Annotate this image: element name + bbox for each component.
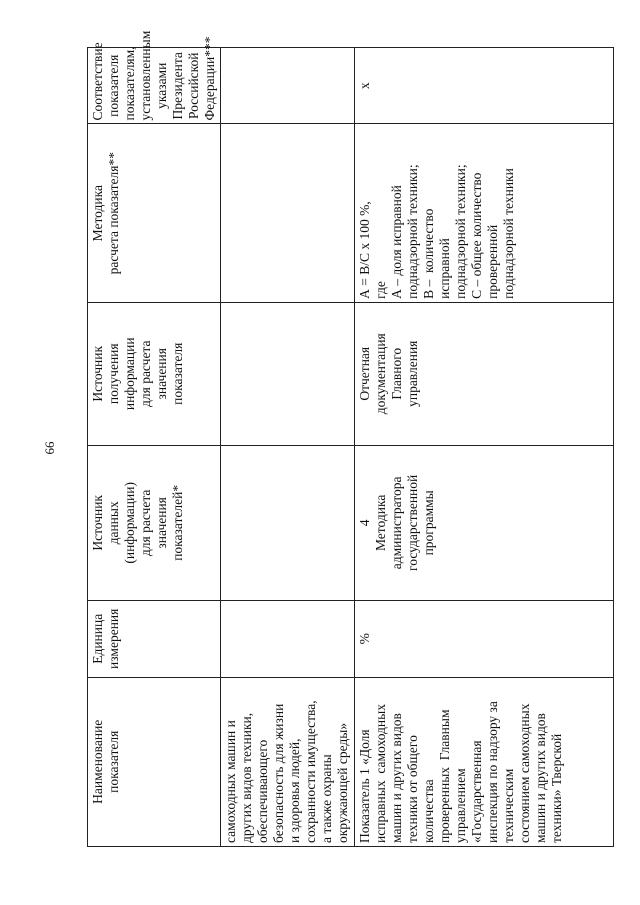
header-method (88, 124, 221, 302)
text-line: расчета показателя** (106, 152, 121, 275)
text-line: самоходных машин и (223, 720, 238, 843)
row1-data-source (221, 445, 355, 600)
text-line: управлением (453, 768, 468, 843)
text-line: 4 (357, 519, 372, 527)
text-line: состоянием самоходных (517, 703, 532, 843)
row2-compliance: х (355, 48, 614, 125)
text-line: (информации) (122, 482, 137, 564)
text-line: исправных самоходных (373, 704, 388, 843)
rotated-table-container (87, 30, 614, 847)
row1-method (221, 124, 355, 302)
table-row (355, 48, 614, 847)
row1-compliance (221, 48, 355, 125)
text-line: установленным (138, 30, 153, 121)
row2-name (355, 677, 614, 846)
text-line: Источник (90, 345, 105, 402)
text-line: машин и других видов (389, 713, 404, 843)
text-line: измерения (106, 608, 121, 669)
text-line: и здоровья людей, (287, 738, 302, 843)
text-line: Показатель 1 «Доля (357, 729, 372, 843)
text-line: других видов техники, (239, 712, 254, 843)
text-line: Методика (373, 494, 388, 552)
text-line: техническим (501, 768, 516, 843)
page-number: 66 (42, 441, 57, 455)
row1-info-source (221, 302, 355, 445)
header-row (88, 48, 221, 847)
text-line: В – количество (421, 208, 436, 299)
text-line: поднадзорной техники (501, 168, 516, 299)
text-line: Наименование (90, 719, 105, 804)
text-line: машин и других видов (533, 713, 548, 843)
text-line: показателей* (170, 484, 185, 561)
text-line: поднадзорной техники; (453, 164, 468, 299)
text-line: поднадзорной техники; (405, 164, 420, 299)
text-line: где (373, 281, 388, 299)
text-line: «Государственная (469, 740, 484, 843)
text-line: Методика (90, 185, 105, 242)
text-line: данных (106, 501, 121, 545)
text-line: информации (122, 337, 137, 411)
text-line: техники от общего (405, 735, 420, 843)
text-line: окружающей среды» (335, 722, 350, 843)
row1-unit (221, 601, 355, 677)
text-line: Президента (170, 52, 185, 120)
text-line: Соответствие (90, 42, 105, 121)
text-line: показателя (106, 730, 121, 793)
text-line: а также охраны (319, 754, 334, 843)
text-line: программы (421, 490, 436, 556)
text-line: Федерации*** (202, 36, 217, 121)
text-line: техники» Тверской (549, 733, 564, 843)
header-data-source (88, 445, 221, 600)
text-line: значения (154, 497, 169, 549)
text-line: Единица (90, 613, 105, 664)
text-line: показателям, (122, 46, 137, 121)
text-line: управления (405, 340, 420, 407)
header-info-source (88, 302, 221, 445)
text-line: количества (421, 779, 436, 843)
text-line: проверенных Главным (437, 709, 452, 843)
header-compliance (88, 30, 221, 125)
indicator-table (87, 30, 614, 847)
text-line: Источник (90, 495, 105, 551)
text-line: получения (106, 343, 121, 405)
row2-data-source (355, 445, 614, 600)
text-line: А – доля исправной (389, 185, 404, 299)
text-line: проверенной (485, 224, 500, 299)
text-line: для расчета (138, 489, 153, 557)
text-line: документация (373, 333, 388, 415)
text-line: Отчетная (357, 346, 372, 401)
row2-method (355, 124, 614, 302)
text-line: безопасность для жизни (271, 703, 286, 843)
text-line: показателя (170, 342, 185, 405)
text-line: администратора (389, 476, 404, 570)
row1-name (221, 677, 355, 846)
row2-info-source (355, 302, 614, 445)
text-line: исправной (437, 238, 452, 299)
text-line: для расчета (138, 340, 153, 407)
text-line: С – общее количество (469, 172, 484, 299)
row2-unit: % (355, 601, 614, 677)
text-line: Главного (389, 347, 404, 400)
header-unit (88, 601, 221, 677)
text-line: обеспечивающего (255, 739, 270, 843)
text-line: значения (154, 348, 169, 400)
text-line: инспекция по надзору за (485, 701, 500, 843)
text-line: сохранности имущества, (303, 700, 318, 843)
table-row (221, 48, 355, 847)
text-line: А = B/C x 100 %, (357, 201, 372, 299)
header-name (88, 677, 221, 846)
text-line: Российской (186, 52, 201, 120)
text-line: показателя (106, 54, 121, 117)
text-line: государственной (405, 474, 420, 571)
text-line: указами (154, 62, 169, 109)
